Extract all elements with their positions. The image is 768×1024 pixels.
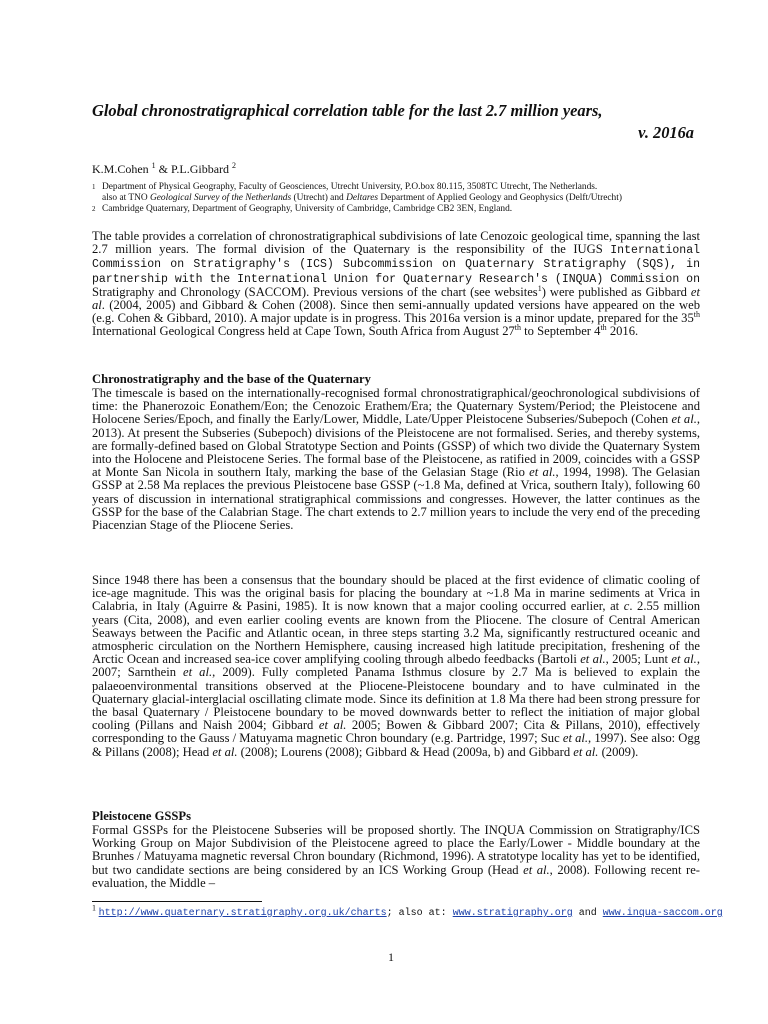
footnote-text: and (572, 908, 603, 919)
footnote-link-charts[interactable]: http://www.quaternary.stratigraphy.org.uk/charts (98, 908, 387, 919)
title-text: Global chronostratigraphical correlation table for the last 2.7 million years, (92, 101, 603, 120)
footnote-link-inqua[interactable]: www.inqua-saccom.org (602, 908, 723, 919)
page-number: 1 (388, 950, 394, 964)
affiliation-text: Cambridge Quaternary, Department of Geography, University of Cambridge, Cambridge CB2 3EN, England. (102, 204, 513, 215)
section2-paragraph1: Formal GSSPs for the Pleistocene Subseries will be proposed shortly. The INQUA Commission on Stratigraphy/ICS Working Group on Major Subdivision of the Pleistocene agreed to place the Early/Lower - Middle boundary at the Brunhes / Matuyama magnetic reversal Chron boundary (Richmond, 1996). A stratotype locality has yet to be identified, but two candidate sections are being considered by an ICS Working Group (Head et al., 2008). Following recent re-evaluation, the Middle – (92, 823, 700, 890)
section1-paragraph1: The timescale is based on the internationally-recognised formal chronostratigraphical/geochronological subdivisions of time: the Phanerozoic Eonathem/Eon; the Cenozoic Erathem/Era; the Quaternary System/Period; the Pleistocene and Holocene Series/Epoch, and finally the Early/Lower, Middle, Late/Upper Pleistocene Subseries/Subepoch (Cohen et al., 2013). At present the Subseries (Subepoch) divisions of the Pleistocene are not formalised. Series, and thereby systems, are formally-defined based on Global Stratotype Section and Points (GSSP) of which two divide the Quaternary System into the Holocene and Pleistocene Series. The formal base of the Pleistocene, as ratified in 2009, coincides with a GSSP at Monte San Nicola in southern Italy, marking the base of the Gelasian Stage (Rio et al., 1994, 1998). The Gelasian GSSP at 2.58 Ma replaces the previous Pleistocene base GSSP (~1.8 Ma, defined at Vrica, southern Italy), following 60 years of discussion in international stratigraphical commissions and congresses. However, the latter continues as the GSSP for the base of the Calabrian Stage. The chart extends to 2.7 million years to include the very end of the preceding Piacenzian Stage of the Pliocene Series. (92, 386, 700, 533)
document-version: v. 2016a (638, 123, 694, 142)
affiliation-number: 2 (92, 205, 96, 214)
footnote-marker: 1 (92, 903, 96, 913)
footnote-text: ; also at: (386, 908, 453, 919)
author-affil-marker: 1 (151, 161, 156, 170)
intro-paragraph: The table provides a correlation of chronostratigraphical subdivisions of late Cenozoic geological time, spanning the last 2.7 million years. The formal division of the Quaternary is the responsibility of the IUGS International Commission on Stratigraphy's (ICS) Subcommission on Quaternary Stratigraphy (SQS), in partnership with the International Union for Quaternary Research's (INQUA) Commission on Stratigraphy and Chronology (SACCOM). Previous versions of the chart (see websites$^1$) were published as Gibbard et al. (2004, 2005) and Gibbard & Cohen (2008). Since then semi-annually updated versions have appeared on the web (e.g. Cohen & Gibbard, 2010). A major update is in progress. This 2016a version is a minor update, prepared for the 35th International Geological Congress held at Cape Town, South Africa from August 27th to September 4th 2016. (92, 229, 700, 339)
footnote (92, 903, 723, 919)
affiliation-1 (92, 182, 702, 193)
author-separator: & (158, 162, 169, 176)
affiliations (92, 182, 702, 216)
affiliation-text: also at TNO Geological Survey of the Netherlands (Utrecht) and Deltares Department of Applied Geology and Geophysics (Delft/Utrecht) (102, 193, 622, 204)
affiliation-2 (92, 204, 702, 215)
document-title (92, 101, 697, 121)
affiliation-1-cont (92, 193, 702, 204)
author-affil-marker: 2 (232, 161, 237, 170)
author-name: K.M.Cohen (92, 162, 149, 176)
section1-paragraph2: Since 1948 there has been a consensus that the boundary should be placed at the first evidence of climatic cooling of ice-age magnitude. This was the original basis for placing the boundary at ~1.8 Ma in marine sediments at Vrica in Calabria, in Italy (Aguirre & Pasini, 1985). It is now known that a major cooling occurred earlier, at c. 2.55 million years (Cita, 2008), and even earlier cooling events are known from the Pliocene. The closure of Central American Seaways between the Pacific and Atlantic ocean, in three steps starting 3.2 Ma, significantly restructured oceanic and atmospheric circulation on the Northern Hemisphere, causing increased high latitude precipitation, freshening of the Arctic Ocean and increased sea-ice cover amplifying cooling through albedo feedbacks (Bartoli et al., 2005; Lunt et al., 2007; Sarnthein et al., 2009). Fully completed Panama Isthmus closure by 2.7 Ma is believed to explain the palaeoenvironmental transitions observed at the Pliocene-Pleistocene boundary and to have culminated in the Quaternary glacial-interglacial oscillating climate mode. Since its definition at 1.8 Ma there had been strong pressure for the basal Quaternary / Pleistocene boundary to be moved downwards better to reflect the initiation of major global cooling (Pillans and Naish 2004; Gibbard et al. 2005; Bowen & Gibbard 2007; Cita & Pillans, 2010), effectively corresponding to the Gauss / Matuyama magnetic Chron boundary (e.g. Partridge, 1997; Suc et al., 1997). See also: Ogg & Pillans (2008); Head et al. (2008); Lourens (2008); Gibbard & Head (2009a, b) and Gibbard et al. (2009). (92, 573, 701, 759)
authors-line (92, 162, 236, 177)
footnote-link-stratigraphy[interactable]: www.stratigraphy.org (452, 908, 573, 919)
affiliation-number: 1 (92, 183, 96, 191)
section-heading: Pleistocene GSSPs (92, 809, 191, 823)
footnote-divider (92, 901, 262, 902)
section-heading: Chronostratigraphy and the base of the Quaternary (92, 372, 371, 386)
author-name: P.L.Gibbard (171, 162, 230, 176)
affiliation-text: Department of Physical Geography, Faculty of Geosciences, Utrecht University, P.O.box 80.115, 3508TC Utrecht, The Netherlands. (102, 182, 598, 192)
